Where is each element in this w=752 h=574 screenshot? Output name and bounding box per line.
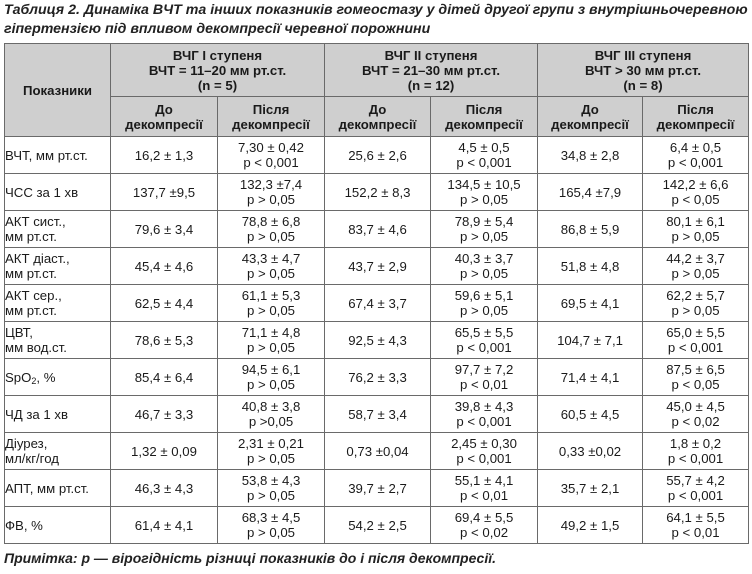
mean-value: 55,1 ± 4,1	[454, 473, 514, 488]
p-value: p > 0,05	[246, 303, 296, 318]
p-value: p > 0,05	[460, 266, 509, 281]
mean-value: 45,4 ± 4,6	[134, 258, 194, 274]
header-after-word: Після	[465, 101, 503, 117]
table-row	[5, 174, 749, 211]
mean-value: 49,2 ± 1,5	[560, 517, 620, 533]
value-before	[111, 211, 218, 248]
mean-value: 86,8 ± 5,9	[560, 221, 620, 237]
header-after-word: Після	[677, 101, 714, 117]
value-before	[325, 359, 431, 396]
row-label	[5, 211, 111, 248]
group-title: ВЧГ III ступеня	[594, 47, 692, 63]
mean-value: 62,2 ± 5,7	[666, 288, 725, 303]
mean-value: 83,7 ± 4,6	[348, 221, 407, 237]
mean-value: 132,3 ±7,4	[239, 177, 303, 192]
mean-value: 85,4 ± 6,4	[134, 369, 194, 385]
value-before	[111, 433, 218, 470]
value-before	[538, 470, 643, 507]
value-before	[538, 211, 643, 248]
header-group-3	[538, 44, 749, 97]
mean-value: 39,8 ± 4,3	[454, 399, 514, 414]
header-before	[538, 97, 643, 137]
value-before	[538, 285, 643, 322]
mean-value: 61,4 ± 4,1	[134, 517, 194, 533]
value-before	[325, 433, 431, 470]
header-group-2	[325, 44, 538, 97]
mean-value: 39,7 ± 2,7	[348, 480, 407, 496]
value-after	[431, 248, 538, 285]
mean-value: 71,4 ± 4,1	[560, 369, 620, 385]
row-label-line: АКТ діаст.,	[5, 251, 70, 266]
value-after	[218, 285, 325, 322]
value-after	[643, 470, 749, 507]
table-row	[5, 396, 749, 433]
value-before	[538, 396, 643, 433]
row-label-line: мм вод.ст.	[5, 340, 67, 355]
mean-value: 76,2 ± 3,3	[348, 369, 407, 385]
mean-value: 68,3 ± 4,5	[241, 510, 301, 525]
value-after	[643, 507, 749, 544]
row-label	[5, 285, 111, 322]
header-decompression-word: декомпресії	[551, 116, 629, 132]
p-value: p < 0,001	[243, 155, 299, 170]
group-n: (n = 8)	[623, 77, 663, 93]
value-after	[643, 396, 749, 433]
row-label-line: ЧСС за 1 хв	[5, 184, 79, 200]
row-label	[5, 137, 111, 174]
value-before	[538, 322, 643, 359]
value-after	[218, 174, 325, 211]
mean-value: 25,6 ± 2,6	[348, 147, 407, 163]
mean-value: 78,6 ± 5,3	[134, 332, 194, 348]
caption-line-1: Таблиця 2. Динаміка ВЧТ та інших показників гомеостазу у дітей другої групи з внутрішньочеревною	[4, 2, 748, 18]
value-before	[111, 359, 218, 396]
mean-value: 46,3 ± 4,3	[134, 480, 194, 496]
p-value: p < 0,02	[671, 414, 720, 429]
row-label-line: ЧД за 1 хв	[5, 406, 69, 422]
mean-value: 0,33 ±0,02	[558, 443, 622, 459]
value-before	[111, 507, 218, 544]
mean-value: 34,8 ± 2,8	[560, 147, 620, 163]
p-value: p > 0,05	[246, 340, 296, 355]
table-row	[5, 470, 749, 507]
table-row	[5, 359, 749, 396]
p-value: p > 0,05	[246, 266, 296, 281]
mean-value: 45,0 ± 4,5	[666, 399, 725, 414]
mean-value: 104,7 ± 7,1	[557, 332, 623, 348]
value-after	[431, 285, 538, 322]
p-value: p < 0,001	[667, 451, 724, 466]
table-header	[5, 44, 749, 137]
header-before-word: До	[368, 101, 387, 117]
row-label	[5, 248, 111, 285]
p-value: p < 0,001	[456, 340, 512, 355]
table-row	[5, 248, 749, 285]
value-after	[643, 433, 749, 470]
mean-value: 2,31 ± 0,21	[238, 436, 304, 451]
p-value: p < 0,001	[667, 155, 724, 170]
value-after	[431, 322, 538, 359]
row-label	[5, 359, 111, 396]
mean-value: 6,4 ± 0,5	[669, 140, 722, 155]
header-before	[325, 97, 431, 137]
row-label-line: мм рт.ст.	[5, 266, 57, 281]
mean-value: 97,7 ± 7,2	[454, 362, 514, 377]
mean-value: 62,5 ± 4,4	[134, 295, 194, 311]
value-after	[643, 174, 749, 211]
value-after	[431, 137, 538, 174]
mean-value: 35,7 ± 2,1	[560, 480, 620, 496]
table-row	[5, 433, 749, 470]
value-before	[325, 248, 431, 285]
mean-value: 43,3 ± 4,7	[241, 251, 301, 266]
value-before	[111, 285, 218, 322]
p-value: p < 0,05	[671, 192, 720, 207]
value-before	[538, 359, 643, 396]
p-value: p >0,05	[248, 414, 294, 429]
mean-value: 55,7 ± 4,2	[666, 473, 725, 488]
row-label	[5, 322, 111, 359]
value-before	[538, 137, 643, 174]
group-n: (n = 12)	[407, 77, 455, 93]
row-label-line: АКТ сист.,	[5, 214, 66, 229]
p-value: p > 0,05	[246, 377, 296, 392]
table-row	[5, 322, 749, 359]
mean-value: 69,5 ± 4,1	[560, 295, 620, 311]
mean-value: 1,8 ± 0,2	[669, 436, 722, 451]
mean-value: 94,5 ± 6,1	[241, 362, 301, 377]
value-before	[111, 174, 218, 211]
table-note: Примітка: p — вірогідність різниці показників до і після декомпресії.	[4, 550, 497, 566]
value-before	[325, 211, 431, 248]
value-after	[218, 507, 325, 544]
p-value: p < 0,001	[456, 451, 512, 466]
header-decompression-word: декомпресії	[338, 116, 417, 132]
mean-value: 44,2 ± 3,7	[666, 251, 725, 266]
row-label-line: ЦВТ,	[5, 325, 33, 340]
header-after	[218, 97, 325, 137]
mean-value: 142,2 ± 6,6	[662, 177, 729, 192]
p-value: p > 0,05	[460, 303, 509, 318]
mean-value: 58,7 ± 3,4	[348, 406, 407, 422]
mean-value: 65,5 ± 5,5	[454, 325, 514, 340]
p-value: p < 0,001	[667, 488, 724, 503]
mean-value: 60,5 ± 4,5	[560, 406, 620, 422]
value-before	[325, 137, 431, 174]
header-before-word: До	[155, 101, 173, 117]
value-after	[218, 396, 325, 433]
group-title: ВЧГ II ступеня	[384, 47, 478, 63]
mean-value: 65,0 ± 5,5	[666, 325, 725, 340]
mean-value: 4,5 ± 0,5	[458, 140, 510, 155]
row-label-line: мл/кг/год	[5, 451, 59, 466]
p-value: p < 0,01	[460, 377, 509, 392]
value-after	[218, 359, 325, 396]
mean-value: 7,30 ± 0,42	[238, 140, 304, 155]
p-value: p > 0,05	[246, 451, 296, 466]
mean-value: 40,8 ± 3,8	[241, 399, 301, 414]
mean-value: 87,5 ± 6,5	[666, 362, 725, 377]
group-range: ВЧТ = 11–20 мм рт.ст.	[148, 62, 287, 78]
header-group-1	[111, 44, 325, 97]
table-row	[5, 137, 749, 174]
p-value: p < 0,01	[460, 488, 509, 503]
mean-value: 1,32 ± 0,09	[131, 443, 197, 459]
p-value: p < 0,02	[460, 525, 509, 540]
value-before	[538, 248, 643, 285]
value-after	[643, 285, 749, 322]
value-before	[538, 507, 643, 544]
value-after	[218, 433, 325, 470]
p-value: p < 0,001	[456, 414, 512, 429]
header-decompression-word: декомпресії	[656, 116, 735, 132]
caption-line-2: гіпертензією під впливом декомпресії черевної порожнини	[4, 21, 431, 37]
mean-value: 51,8 ± 4,8	[560, 258, 620, 274]
p-value: p < 0,01	[671, 525, 720, 540]
p-value: p > 0,05	[246, 229, 296, 244]
header-decompression-word: декомпресії	[125, 116, 203, 132]
mean-value: 40,3 ± 3,7	[454, 251, 514, 266]
header-before-word: До	[581, 101, 599, 117]
header-after-word: Після	[252, 101, 290, 117]
value-after	[431, 396, 538, 433]
table-row	[5, 211, 749, 248]
group-title: ВЧГ I ступеня	[172, 47, 263, 63]
row-label	[5, 507, 111, 544]
mean-value: 16,2 ± 1,3	[134, 147, 194, 163]
mean-value: 137,7 ±9,5	[132, 184, 196, 200]
mean-value: 53,8 ± 4,3	[241, 473, 301, 488]
value-before	[325, 285, 431, 322]
row-label	[5, 470, 111, 507]
value-after	[431, 433, 538, 470]
row-label-line: Діурез,	[5, 436, 48, 451]
group-range: ВЧТ > 30 мм рт.ст.	[585, 62, 702, 78]
row-label-line: SpO$_2$, %	[5, 369, 56, 386]
mean-value: 2,45 ± 0,30	[451, 436, 517, 451]
mean-value: 165,4 ±7,9	[558, 184, 622, 200]
row-label	[5, 433, 111, 470]
row-label-line: АКТ сер.,	[5, 288, 62, 303]
mean-value: 79,6 ± 3,4	[134, 221, 194, 237]
p-value: p > 0,05	[460, 192, 509, 207]
header-after	[643, 97, 749, 137]
value-before	[111, 248, 218, 285]
table-caption	[4, 1, 750, 39]
value-after	[431, 211, 538, 248]
header-after	[431, 97, 538, 137]
mean-value: 67,4 ± 3,7	[348, 295, 407, 311]
value-after	[218, 137, 325, 174]
header-decompression-word: декомпресії	[445, 116, 523, 132]
value-before	[111, 470, 218, 507]
value-after	[431, 470, 538, 507]
p-value: p > 0,05	[246, 192, 296, 207]
value-before	[325, 396, 431, 433]
value-after	[643, 248, 749, 285]
value-after	[218, 322, 325, 359]
mean-value: 0,73 ±0,04	[346, 443, 409, 459]
data-table	[4, 43, 749, 544]
header-decompression-word: декомпресії	[232, 116, 310, 132]
value-after	[431, 359, 538, 396]
p-value: p > 0,05	[246, 525, 296, 540]
value-after	[218, 248, 325, 285]
p-value: p < 0,001	[456, 155, 512, 170]
p-value: p > 0,05	[460, 229, 509, 244]
p-value: p > 0,05	[671, 303, 720, 318]
group-range: ВЧТ = 21–30 мм рт.ст.	[362, 62, 501, 78]
mean-value: 64,1 ± 5,5	[666, 510, 725, 525]
header-before	[111, 97, 218, 137]
value-before	[111, 322, 218, 359]
value-before	[325, 174, 431, 211]
mean-value: 152,2 ± 8,3	[344, 184, 411, 200]
mean-value: 69,4 ± 5,5	[454, 510, 514, 525]
mean-value: 78,9 ± 5,4	[454, 214, 514, 229]
table-row	[5, 285, 749, 322]
p-value: p < 0,05	[671, 377, 720, 392]
mean-value: 134,5 ± 10,5	[447, 177, 521, 192]
table-row	[5, 507, 749, 544]
mean-value: 54,2 ± 2,5	[348, 517, 407, 533]
mean-value: 61,1 ± 5,3	[241, 288, 301, 303]
row-label	[5, 174, 111, 211]
value-before	[538, 174, 643, 211]
value-after	[218, 211, 325, 248]
row-label-line: ВЧТ, мм рт.ст.	[5, 147, 88, 163]
row-label-line: мм рт.ст.	[5, 303, 57, 318]
value-after	[218, 470, 325, 507]
p-value: p > 0,05	[671, 266, 720, 281]
row-label	[5, 396, 111, 433]
value-before	[111, 137, 218, 174]
value-before	[538, 433, 643, 470]
header-indicators: Показники	[5, 44, 111, 137]
row-label-line: ФВ, %	[5, 517, 43, 533]
row-label-line: АПТ, мм рт.ст.	[5, 480, 89, 496]
value-before	[325, 322, 431, 359]
mean-value: 92,5 ± 4,3	[348, 332, 407, 348]
row-label-line: мм рт.ст.	[5, 229, 57, 244]
value-before	[325, 507, 431, 544]
value-after	[643, 137, 749, 174]
value-after	[431, 507, 538, 544]
p-value: p < 0,001	[667, 340, 724, 355]
mean-value: 59,6 ± 5,1	[454, 288, 514, 303]
mean-value: 80,1 ± 6,1	[666, 214, 725, 229]
value-after	[431, 174, 538, 211]
table-body	[5, 137, 749, 544]
mean-value: 71,1 ± 4,8	[241, 325, 301, 340]
value-after	[643, 211, 749, 248]
mean-value: 43,7 ± 2,9	[348, 258, 407, 274]
p-value: p > 0,05	[246, 488, 296, 503]
value-after	[643, 359, 749, 396]
value-after	[643, 322, 749, 359]
value-before	[111, 396, 218, 433]
mean-value: 46,7 ± 3,3	[134, 406, 194, 422]
group-n: (n = 5)	[197, 77, 238, 93]
mean-value: 78,8 ± 6,8	[241, 214, 301, 229]
p-value: p > 0,05	[671, 229, 720, 244]
value-before	[325, 470, 431, 507]
